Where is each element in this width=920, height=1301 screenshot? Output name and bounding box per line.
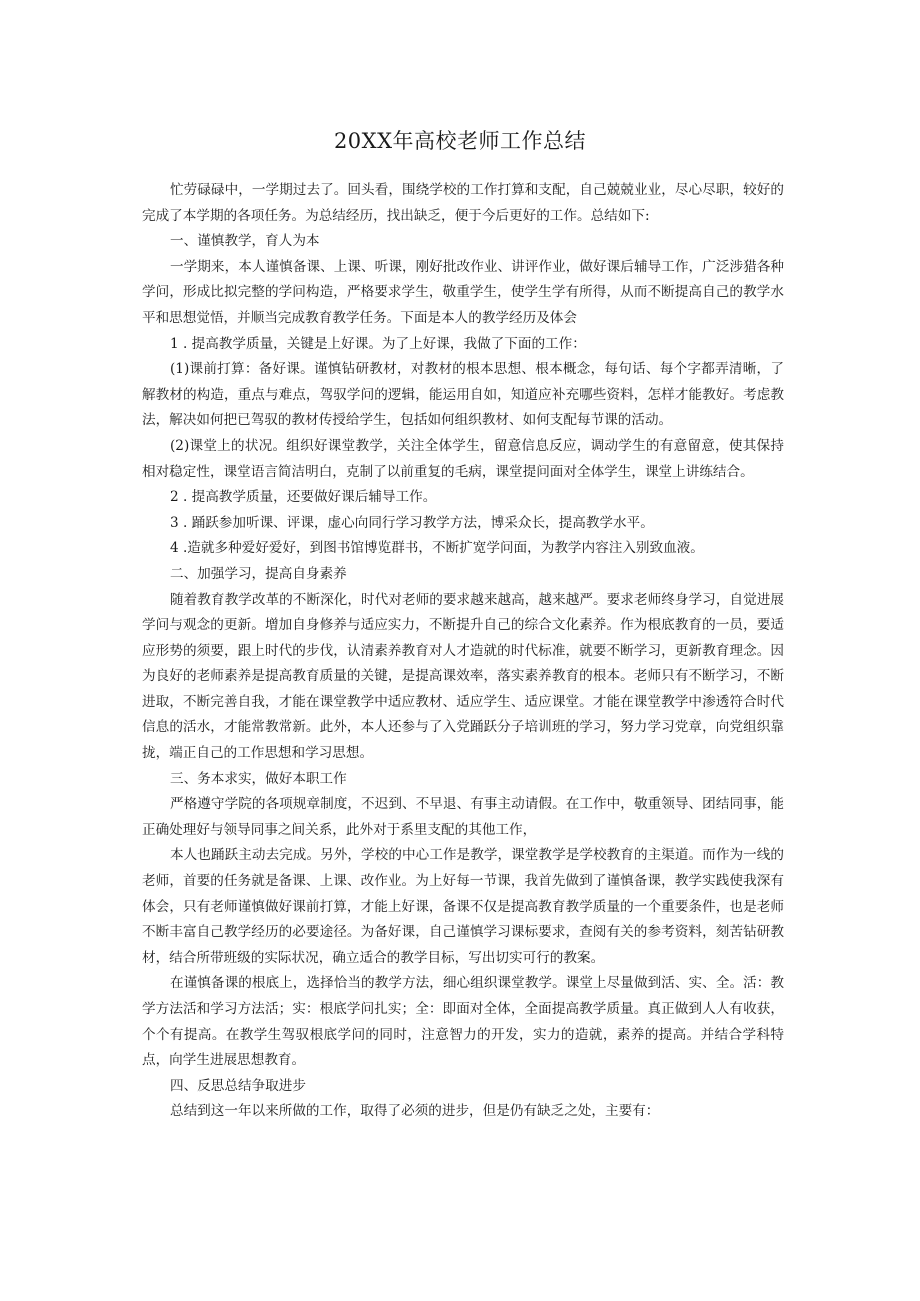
paragraph: 一学期来，本人谨慎备课、上课、听课，刚好批改作业、讲评作业，做好课后辅导工作，广泛涉猎各种学问，形成比拟完整的学问构造，严格要求学生，敬重学生，使学生学有所得，从而不断提高自己的教学水平和思想觉悟，并顺当完成教育教学任务。下面是本人的教学经历及体会 xyxy=(142,258,784,326)
paragraph: 总结到这一年以来所做的工作，取得了必须的进步，但是仍有缺乏之处，主要有： xyxy=(170,1103,660,1120)
section-heading: 二、加强学习，提高自身素养 xyxy=(170,565,347,582)
list-item: 2 . 提高教学质量，还要做好课后辅导工作。 xyxy=(170,489,437,506)
paragraph: 严格遵守学院的各项规章制度，不迟到、不早退、有事主动请假。在工作中，敬重领导、团结同事，能正确处理好与领导同事之间关系，此外对于系里支配的其他工作， xyxy=(142,796,784,838)
section-heading: 三、务本求实，做好本职工作 xyxy=(170,770,347,787)
list-item: 3 . 踊跃参加听课、评课，虚心向同行学习教学方法，博采众长，提高教学水平。 xyxy=(170,514,654,531)
list-item: 4 .造就多种爱好爱好，到图书馆博览群书，不断扩宽学问面，为教学内容注入别致血液。 xyxy=(170,540,704,557)
list-item: 1 . 提高教学质量，关键是上好课。为了上好课，我做了下面的工作： xyxy=(170,335,586,352)
paragraph: 本人也踊跃主动去完成。另外，学校的中心工作是教学，课堂教学是学校教育的主渠道。而作为一线的老师，首要的任务就是备课、上课、改作业。为上好每一节课，我首先做到了谨慎备课，教学实践使我深有体会，只有老师谨慎做好课前打算，才能上好课，备课不仅是提高教育教学质量的一个重要条件，也是老师不断丰富自己教学经历的必要途径。为备好课，自己谨慎学习课标要求，查阅有关的参考资料，刻苦钻研教材，结合所带班级的实际状况，确立适合的教学目标，写出切实可行的教案。 xyxy=(142,847,784,966)
paragraph: 在谨慎备课的根底上，选择恰当的教学方法，细心组织课堂教学。课堂上尽量做到活、实、全。活：教学方法活和学习方法活；实：根底学问扎实；全：即面对全体，全面提高教学质量。真正做到人人有收获，个个有提高。在教学生驾驭根底学问的同时，注意智力的开发，实力的造就，素养的提高。并结合学科特点，向学生进展思想教育。 xyxy=(142,975,784,1069)
section-heading: 四、反思总结争取进步 xyxy=(170,1077,306,1094)
paragraph: (1)课前打算：备好课。谨慎钻研教材，对教材的根本思想、根本概念，每句话、每个字都弄清晰，了解教材的构造，重点与难点，驾驭学问的逻辑，能运用自如，知道应补充哪些资料，怎样才能教好。考虑教法，解决如何把已驾驭的教材传授给学生，包括如何组织教材、如何支配每节课的活动。 xyxy=(142,361,784,429)
paragraph: (2)课堂上的状况。组织好课堂教学，关注全体学生，留意信息反应，调动学生的有意留意，使其保持相对稳定性，课堂语言简洁明白，克制了以前重复的毛病，课堂提问面对全体学生，课堂上讲练结合。 xyxy=(142,437,784,480)
document-body xyxy=(142,178,784,1125)
paragraph: 随着教育教学改革的不断深化，时代对老师的要求越来越高，越来越严。要求老师终身学习，自觉进展学问与观念的更新。增加自身修养与适应实力，不断提升自己的综合文化素养。作为根底教育的一员，要适应形势的须要，跟上时代的步伐，认清素养教育对人才造就的时代标准，就要不断学习，更新教育理念。因为良好的老师素养是提高教育质量的关键，是提高课效率，落实素养教育的根本。老师只有不断学习，不断进取，不断完善自我，才能在课堂教学中适应教材、适应学生、适应课堂。才能在课堂教学中渗透符合时代信息的活水，才能常教常新。此外，本人还参与了入党踊跃分子培训班的学习，努力学习党章，向党组织靠拢，端正自己的工作思想和学习思想。 xyxy=(142,591,784,762)
section-heading: 一、谨慎教学，育人为本 xyxy=(170,233,320,250)
document-title: 20XX年高校老师工作总结 xyxy=(333,129,587,153)
paragraph: 忙劳碌碌中，一学期过去了。回头看，围绕学校的工作打算和支配，自己兢兢业业，尽心尽职，较好的完成了本学期的各项任务。为总结经历，找出缺乏，便于今后更好的工作。总结如下: xyxy=(142,182,784,224)
